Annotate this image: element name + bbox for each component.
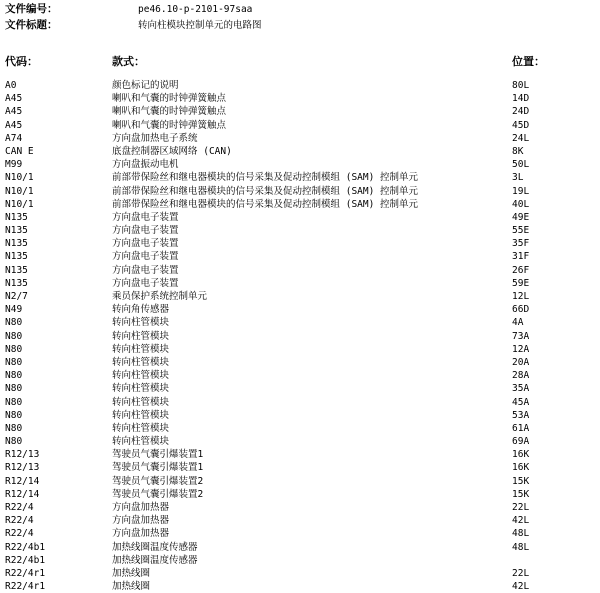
component-description: 转向柱管模块 (112, 343, 170, 355)
table-row (0, 330, 600, 343)
component-code: CAN E (5, 145, 34, 157)
table-row (0, 237, 600, 250)
component-code: A45 (5, 119, 23, 131)
component-code: N135 (5, 225, 28, 237)
column-header-pos: 位置： (512, 55, 545, 68)
table-row (0, 382, 600, 395)
doc-number-value: pe46.10-p-2101-97saa (138, 4, 253, 15)
component-position: 42L (512, 581, 530, 593)
table-row (0, 224, 600, 237)
doc-title-label: 文件标题： (5, 19, 58, 31)
component-code: N80 (5, 370, 23, 382)
component-list (0, 79, 600, 593)
component-code: M99 (5, 159, 23, 171)
component-position: 61A (512, 422, 530, 434)
component-code: N10/1 (5, 198, 34, 210)
component-position: 19L (512, 185, 530, 197)
table-row (0, 541, 600, 554)
component-position: 20A (512, 356, 530, 368)
component-position: 22L (512, 502, 530, 513)
component-description: 转向柱管模块 (112, 383, 170, 395)
component-description: 方向盘振动电机 (112, 159, 179, 171)
component-description: 喇叭和气囊的时钟弹簧触点 (112, 119, 227, 131)
component-code: R12/14 (5, 475, 40, 487)
component-description: 驾驶员气囊引爆装置1 (112, 462, 204, 474)
component-code: N135 (5, 264, 28, 276)
component-description: 底盘控制器区域网络 (CAN) (112, 145, 232, 157)
component-description: 方向盘加热器 (112, 528, 170, 540)
component-position: 24L (512, 132, 530, 144)
component-position: 16K (512, 449, 530, 461)
component-description: 加热线圈温度传感器 (112, 541, 198, 553)
component-description: 转向柱管模块 (112, 317, 170, 329)
component-description: 方向盘加热电子系统 (112, 132, 198, 144)
component-code: A0 (5, 80, 17, 91)
table-row (0, 303, 600, 316)
component-description: 转向柱管模块 (112, 436, 170, 448)
component-description: 转向柱管模块 (112, 370, 170, 382)
table-row (0, 145, 600, 158)
component-position: 66D (512, 304, 530, 316)
component-code: N135 (5, 251, 28, 263)
table-row (0, 527, 600, 540)
component-position: 73A (512, 330, 530, 342)
table-row (0, 79, 600, 92)
component-description: 颜色标记的说明 (112, 80, 179, 91)
component-description: 驾驶员气囊引爆装置2 (112, 488, 204, 500)
component-description: 转向角传感器 (112, 304, 170, 316)
component-description: 方向盘电子装置 (112, 277, 179, 289)
table-row (0, 185, 600, 198)
component-description: 前部带保险丝和继电器模块的信号采集及促动控制模组 (SAM) 控制单元 (112, 172, 419, 184)
table-row (0, 343, 600, 356)
component-description: 方向盘加热器 (112, 515, 170, 527)
component-description: 转向柱管模块 (112, 396, 170, 408)
component-position: 45A (512, 396, 530, 408)
component-position: 45D (512, 119, 530, 131)
table-row (0, 356, 600, 369)
component-description: 驾驶员气囊引爆装置1 (112, 449, 204, 461)
component-code: R22/4r1 (5, 581, 46, 593)
component-code: N80 (5, 422, 23, 434)
table-row (0, 435, 600, 448)
component-position: 49E (512, 211, 530, 223)
component-position: 48L (512, 528, 530, 540)
component-position: 14D (512, 93, 530, 105)
component-description: 转向柱管模块 (112, 356, 170, 368)
table-row (0, 211, 600, 224)
component-code: N135 (5, 277, 28, 289)
table-row (0, 264, 600, 277)
component-position: 40L (512, 198, 530, 210)
doc-number-label: 文件编号： (5, 3, 58, 15)
component-position: 48L (512, 541, 530, 553)
component-code: A74 (5, 132, 23, 144)
column-header-code: 代码： (5, 55, 38, 68)
component-position: 59E (512, 277, 530, 289)
table-row (0, 475, 600, 488)
component-description: 方向盘电子装置 (112, 264, 179, 276)
component-code: A45 (5, 106, 23, 118)
component-description: 转向柱管模块 (112, 409, 170, 421)
component-position: 8K (512, 145, 524, 157)
table-row (0, 422, 600, 435)
component-description: 转向柱管模块 (112, 422, 170, 434)
component-position: 53A (512, 409, 530, 421)
component-code: R22/4 (5, 528, 34, 540)
component-position: 16K (512, 462, 530, 474)
component-code: N80 (5, 409, 23, 421)
table-row (0, 171, 600, 184)
component-position: 28A (512, 370, 530, 382)
table-row (0, 158, 600, 171)
table-row (0, 580, 600, 593)
component-position: 4A (512, 317, 524, 329)
component-description: 驾驶员气囊引爆装置2 (112, 475, 204, 487)
table-row (0, 250, 600, 263)
component-code: N80 (5, 330, 23, 342)
component-code: N49 (5, 304, 23, 316)
table-row (0, 290, 600, 303)
table-row (0, 448, 600, 461)
component-code: R12/13 (5, 462, 40, 474)
component-position: 35A (512, 383, 530, 395)
component-code: R22/4b1 (5, 554, 46, 566)
component-code: N80 (5, 343, 23, 355)
component-description: 喇叭和气囊的时钟弹簧触点 (112, 93, 227, 105)
component-position: 55E (512, 225, 530, 237)
component-code: N80 (5, 317, 23, 329)
component-description: 方向盘电子装置 (112, 251, 179, 263)
table-row (0, 488, 600, 501)
table-row (0, 132, 600, 145)
component-position: 15K (512, 488, 530, 500)
doc-title-value: 转向柱模块控制单元的电路图 (138, 20, 262, 31)
component-code: R22/4r1 (5, 567, 46, 579)
component-description: 方向盘电子装置 (112, 238, 179, 250)
component-description: 加热线圈温度传感器 (112, 554, 198, 566)
component-description: 乘员保护系统控制单元 (112, 291, 208, 302)
component-description: 方向盘电子装置 (112, 225, 179, 237)
component-code: R22/4 (5, 502, 34, 513)
component-description: 前部带保险丝和继电器模块的信号采集及促动控制模组 (SAM) 控制单元 (112, 185, 419, 197)
component-code: N2/7 (5, 291, 28, 302)
component-code: R12/14 (5, 488, 40, 500)
component-code: R22/4b1 (5, 541, 46, 553)
component-position: 3L (512, 172, 524, 184)
column-header-desc: 款式： (112, 55, 145, 68)
component-position: 24D (512, 106, 530, 118)
component-code: N135 (5, 211, 28, 223)
table-row (0, 316, 600, 329)
table-row (0, 514, 600, 527)
table-row (0, 105, 600, 118)
component-position: 22L (512, 567, 530, 579)
table-row (0, 409, 600, 422)
component-description: 加热线圈 (112, 581, 151, 593)
component-position: 80L (512, 80, 530, 91)
component-code: N80 (5, 436, 23, 448)
component-description: 前部带保险丝和继电器模块的信号采集及促动控制模组 (SAM) 控制单元 (112, 198, 419, 210)
component-position: 26F (512, 264, 530, 276)
component-code: N10/1 (5, 185, 34, 197)
component-position: 12L (512, 291, 530, 302)
component-position: 15K (512, 475, 530, 487)
component-description: 转向柱管模块 (112, 330, 170, 342)
table-row (0, 567, 600, 580)
component-code: N80 (5, 396, 23, 408)
table-row (0, 501, 600, 514)
table-row (0, 277, 600, 290)
table-row (0, 119, 600, 132)
component-code: N80 (5, 383, 23, 395)
table-row (0, 369, 600, 382)
component-code: N10/1 (5, 172, 34, 184)
table-row (0, 396, 600, 409)
component-position: 69A (512, 436, 530, 448)
table-row (0, 554, 600, 567)
component-code: N80 (5, 356, 23, 368)
component-description: 加热线圈 (112, 567, 151, 579)
component-position: 50L (512, 159, 530, 171)
component-code: A45 (5, 93, 23, 105)
component-code: N135 (5, 238, 28, 250)
component-code: R22/4 (5, 515, 34, 527)
table-row (0, 461, 600, 474)
component-description: 方向盘电子装置 (112, 211, 179, 223)
table-row (0, 198, 600, 211)
component-code: R12/13 (5, 449, 40, 461)
table-row (0, 92, 600, 105)
component-position: 35F (512, 238, 530, 250)
component-description: 方向盘加热器 (112, 502, 170, 513)
component-position: 42L (512, 515, 530, 527)
component-description: 喇叭和气囊的时钟弹簧触点 (112, 106, 227, 118)
component-position: 12A (512, 343, 530, 355)
component-position: 31F (512, 251, 530, 263)
